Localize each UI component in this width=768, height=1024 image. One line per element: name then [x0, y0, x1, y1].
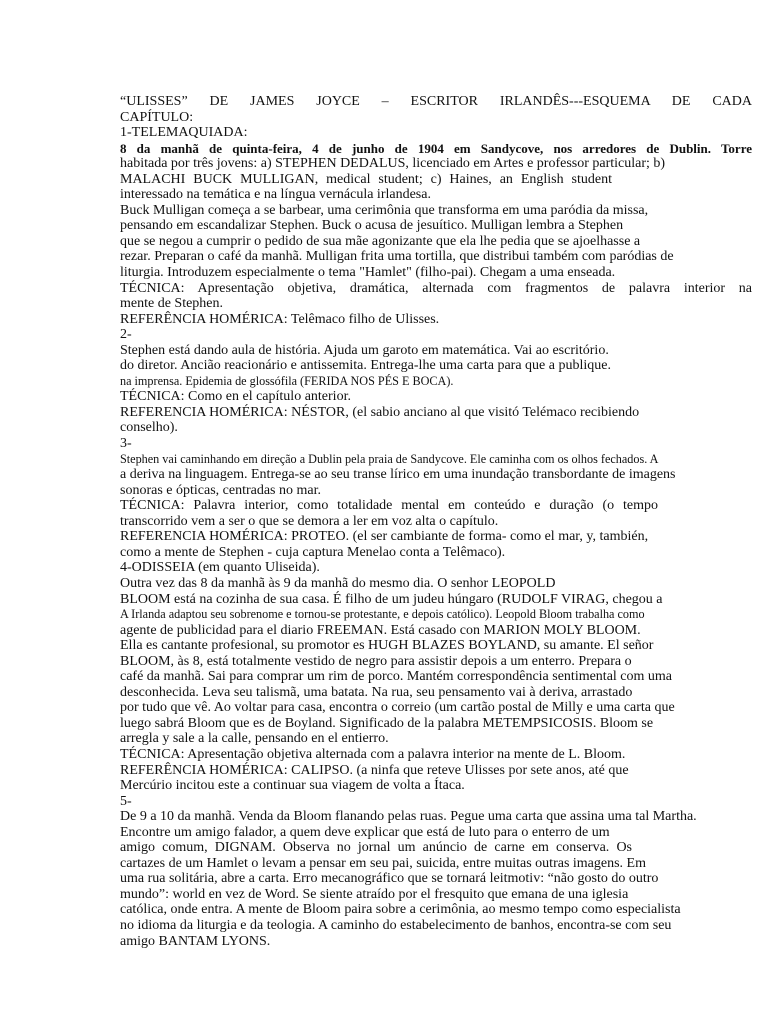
text-line: conselho).: [120, 420, 178, 436]
homeric-reference-line: REFERENCIA HOMÉRICA: PROTEO. (el ser cambiante de forma- como el mar, y, también,: [120, 529, 649, 545]
text-line: rezar. Preparan o café da manhã. Mulligan frita uma tortilla, que distribui também com paródias de: [120, 249, 674, 265]
text-line: no idioma da liturgia e da teologia. A caminho do estabelecimento de banhos, encontra-se com seu: [120, 917, 672, 933]
text-line: café da manhã. Sai para comprar um rim de porco. Mantém correspondência sentimental com uma: [120, 669, 673, 685]
chapter-heading: 4-ODISSEIA (em quanto Uliseida).: [120, 560, 320, 576]
technique-line: TÉCNICA: Apresentação objetiva alternada com a palavra interior na mente de L. Bloom.: [120, 746, 626, 762]
text-line: pensando em escandalizar Stephen. Buck o acusa de jesuítico. Mulligan lembra a Stephen: [120, 218, 624, 234]
text-line: do diretor. Ancião reacionário e antissemita. Entrega-lhe uma carta para que a publique.: [120, 358, 611, 374]
text-line: desconhecida. Leva seu talismã, uma batata. Na rua, seu pensamento vai à deriva, arrastado: [120, 684, 633, 700]
text-line: agente de publicidad para el diario FREEMAN. Está casado con MARION MOLY BLOOM.: [120, 622, 641, 638]
chapter-heading: 3-: [120, 436, 132, 452]
text-line: Ella es cantante profesional, su promotor es HUGH BLAZES BOYLAND, su amante. El señor: [120, 638, 654, 654]
document-title-line: CAPÍTULO:: [120, 109, 194, 125]
text-line: luego sabrá Bloom que es de Boyland. Significado de la palabra METEMPSICOSIS. Bloom se: [120, 715, 654, 731]
text-line: MALACHI BUCK MULLIGAN, medical student; c) Haines, an English student: [120, 171, 612, 187]
text-line: Mercúrio incitou este a continuar sua viagem de volta a Ítaca.: [120, 778, 465, 794]
text-line: interessado na temática e na língua vernácula irlandesa.: [120, 187, 431, 203]
text-line: amigo comum, DIGNAM. Observa no jornal um anúncio de carne em conserva. Os: [120, 840, 632, 856]
text-line: mente de Stephen.: [120, 296, 224, 312]
text-line: transcorrido vem a ser o que se demora a ler em voz alta o capítulo.: [120, 513, 499, 529]
text-line: na imprensa. Epidemia de glossófila (FERIDA NOS PÉS E BOCA).: [120, 373, 454, 388]
chapter-heading: 1-TELEMAQUIADA:: [120, 125, 248, 141]
text-line: sonoras e ópticas, centradas no mar.: [120, 482, 321, 498]
text-line: como a mente de Stephen - cuja captura Menelao conta a Telêmaco).: [120, 544, 506, 560]
text-line: A Irlanda adaptou seu sobrenome e tornou-se protestante, e depois católico). Leopold Bloom trabalha como: [120, 607, 645, 622]
text-line: que se negou a cumprir o pedido de sua mãe agonizante que ela lhe pedia que se ajoelhasse a: [120, 233, 641, 249]
technique-line: TÉCNICA: Palavra interior, como totalidade mental em conteúdo e duração (o tempo: [120, 498, 658, 514]
text-line: por tudo que vê. Ao voltar para casa, encontra o correio (um cartão postal de Milly e uma carta que: [120, 700, 675, 716]
text-line: liturgia. Introduzem especialmente o tema "Hamlet" (filho-pai). Chegam a uma enseada.: [120, 265, 616, 281]
text-line: De 9 a 10 da manhã. Venda da Bloom flanando pelas ruas. Pegue uma carta que assina uma tal Martha.: [120, 809, 697, 825]
text-line: BLOOM está na cozinha de sua casa. É filho de um judeu húngaro (RUDOLF VIRAG, chegou a: [120, 591, 663, 607]
document-page: [120, 94, 752, 949]
text-line: habitada por três jovens: a) STEPHEN DEDALUS, licenciado em Artes e professor particular; b): [120, 156, 666, 172]
text-line: a deriva na linguagem. Entrega-se ao seu transe lírico em uma inundação transbordante de imagens: [120, 467, 676, 483]
text-line: Buck Mulligan começa a se barbear, uma cerimônia que transforma em uma paródia da missa,: [120, 202, 649, 218]
technique-line: TÉCNICA: Apresentação objetiva, dramática, alternada com fragmentos de palavra interior na: [120, 280, 752, 296]
document-title-line: “ULISSES” DE JAMES JOYCE – ESCRITOR IRLANDÊS---ESQUEMA DE CADA: [120, 94, 752, 109]
technique-line: TÉCNICA: Como en el capítulo anterior.: [120, 389, 351, 405]
text-line: amigo BANTAM LYONS.: [120, 933, 271, 949]
homeric-reference-line: REFERENCIA HOMÉRICA: NÉSTOR, (el sabio anciano al que visitó Telémaco recibiendo: [120, 404, 640, 420]
text-line: Encontre um amigo falador, a quem deve explicar que está de luto para o enterro de um: [120, 824, 610, 840]
text-line: BLOOM, às 8, está totalmente vestido de negro para assistir depois a um enterro. Prepara o: [120, 653, 632, 669]
text-line: Stephen vai caminhando em direção a Dublin pela praia de Sandycove. Ele caminha com os olhos fechados. A: [120, 451, 659, 466]
text-line: católica, onde entra. A mente de Bloom paira sobre a cerimônia, ao mesmo tempo como especialista: [120, 902, 681, 918]
chapter-heading: 2-: [120, 327, 132, 343]
text-line: arregla y sale a la calle, pensando en el entierro.: [120, 731, 389, 747]
text-line: mundo”: world en vez de Word. Se siente atraído por el fresquito que emana de una iglesia: [120, 886, 629, 902]
homeric-reference-line: REFERÊNCIA HOMÉRICA: Telêmaco filho de Ulisses.: [120, 311, 440, 327]
text-line: Outra vez das 8 da manhã às 9 da manhã do mesmo dia. O senhor LEOPOLD: [120, 575, 556, 591]
chapter-heading: 5-: [120, 793, 132, 809]
text-line: uma rua solitária, abre a carta. Erro mecanográfico que se tornará leitmotiv: “não gosto do outro: [120, 871, 659, 887]
text-line: Stephen está dando aula de história. Ajuda um garoto em matemática. Vai ao escritório.: [120, 342, 609, 358]
text-line: cartazes de um Hamlet o levam a pensar em seu pai, suicida, entre muitas outras imagens. Em: [120, 855, 646, 871]
homeric-reference-line: REFERÊNCIA HOMÉRICA: CALIPSO. (a ninfa que reteve Ulisses por sete anos, até que: [120, 762, 629, 778]
text-line: 8 da manhã de quinta-feira, 4 de junho de 1904 em Sandycove, nos arredores de Dublin. Torre: [120, 140, 752, 156]
